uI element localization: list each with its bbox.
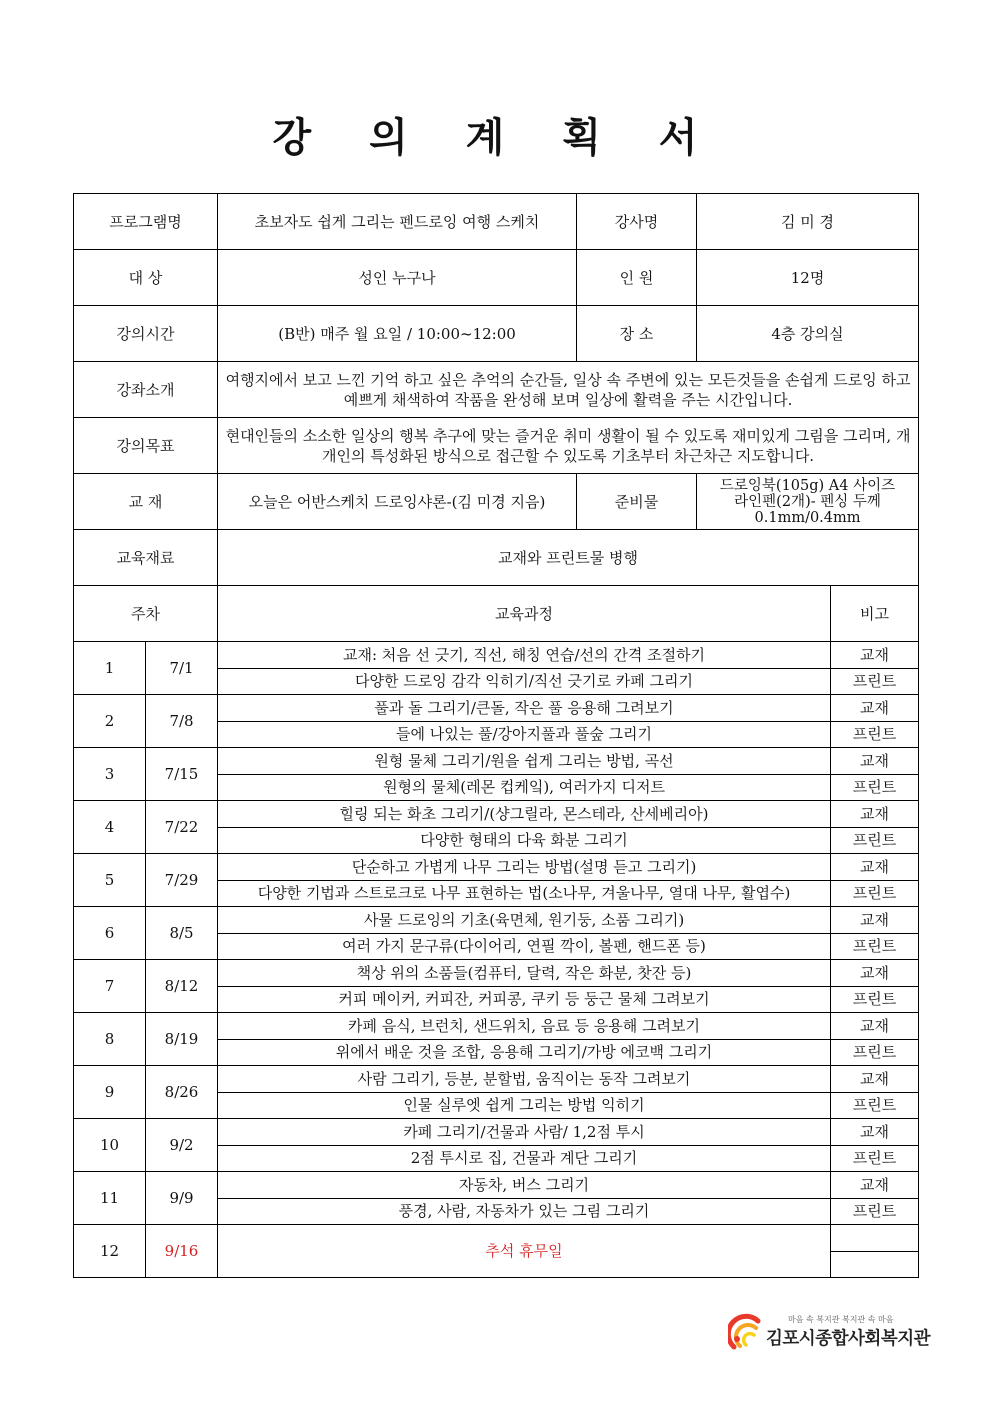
lecture-plan-table [73,193,919,1278]
textbook-label: 교 재 [74,474,218,530]
program-label: 프로그램명 [74,194,218,250]
course-topic: 단순하고 가볍게 나무 그리는 방법(설명 듣고 그리기) [218,854,831,881]
course-note: 교재 [831,854,919,881]
course-topic: 교재: 처음 선 긋기, 직선, 해칭 연습/선의 간격 조절하기 [218,642,831,669]
week-number: 7 [74,960,146,1013]
course-note: 교재 [831,1013,919,1040]
course-topic: 2점 투시로 집, 건물과 계단 그리기 [218,1145,831,1172]
course-note: 교재 [831,1172,919,1199]
materials-row [74,530,919,586]
course-topic: 들에 나있는 풀/강아지풀과 풀숲 그리기 [218,721,831,748]
holiday-note-empty [831,1251,919,1278]
schedule-row [74,1119,919,1146]
goal-value: 현대인들의 소소한 일상의 행복 추구에 맞는 즐거운 취미 생활이 될 수 있도록 재미있게 그림을 그리며, 개개인의 특성화된 방식으로 접근할 수 있도록 기초부터 차근차근 지도합니다. [218,418,919,474]
schedule-row [74,1066,919,1093]
logo-tagline: 마음 속 복지관 복지관 속 마음 [788,1315,894,1324]
course-note: 프린트 [831,1039,919,1066]
week-date: 9/2 [146,1119,218,1172]
course-topic: 원형 물체 그리기/원을 쉽게 그리는 방법, 곡선 [218,748,831,775]
time-value: (B반) 매주 월 요일 / 10:00~12:00 [218,306,577,362]
program-value: 초보자도 쉽게 그리는 펜드로잉 여행 스케치 [218,194,577,250]
week-number: 1 [74,642,146,695]
target-value: 성인 누구나 [218,250,577,306]
target-row [74,250,919,306]
supplies-line-3: 0.1mm/0.4mm [754,509,861,526]
holiday-row [74,1225,919,1252]
schedule-row [74,960,919,987]
course-topic: 카페 그리기/건물과 사람/ 1,2점 투시 [218,1119,831,1146]
logo-name: 김포시종합사회복지관 [766,1329,931,1349]
course-topic: 위에서 배운 것을 조합, 응용해 그리기/가방 에코백 그리기 [218,1039,831,1066]
course-topic: 커피 메이커, 커피잔, 커피콩, 쿠키 등 둥근 물체 그려보기 [218,986,831,1013]
course-note: 교재 [831,748,919,775]
week-date: 7/15 [146,748,218,801]
holiday-note-empty [831,1225,919,1252]
course-topic: 카페 음식, 브런치, 샌드위치, 음료 등 응용해 그려보기 [218,1013,831,1040]
goal-row [74,418,919,474]
instructor-label: 강사명 [577,194,697,250]
course-topic: 사람 그리기, 등분, 분할법, 움직이는 동작 그려보기 [218,1066,831,1093]
course-topic: 풍경, 사람, 자동차가 있는 그림 그리기 [218,1198,831,1225]
week-date: 9/9 [146,1172,218,1225]
course-topic: 사물 드로잉의 기초(육면체, 원기둥, 소품 그리기) [218,907,831,934]
schedule-row [74,748,919,775]
week-number: 2 [74,695,146,748]
logo-mark-icon [728,1313,768,1353]
week-date: 7/29 [146,854,218,907]
week-date: 8/5 [146,907,218,960]
document-title: 강 의 계 획 서 [272,115,720,161]
course-topic: 힐링 되는 화초 그리기/(샹그릴라, 몬스테라, 산세베리아) [218,801,831,828]
materials-value: 교재와 프린트물 병행 [218,530,919,586]
week-date: 8/19 [146,1013,218,1066]
week-number: 9 [74,1066,146,1119]
textbook-value: 오늘은 어반스케치 드로잉샤론-(김 미경 지음) [218,474,577,530]
place-label: 장 소 [577,306,697,362]
course-topic: 다양한 드로잉 감각 익히기/직선 긋기로 카페 그리기 [218,668,831,695]
course-header: 교육과정 [218,586,831,642]
schedule-row [74,1013,919,1040]
week-number: 5 [74,854,146,907]
course-note: 프린트 [831,1198,919,1225]
week-date: 7/1 [146,642,218,695]
schedule-header-row [74,586,919,642]
holiday-date: 9/16 [146,1225,218,1278]
supplies-value [697,474,919,530]
course-note: 교재 [831,695,919,722]
course-note: 프린트 [831,1092,919,1119]
course-note: 프린트 [831,827,919,854]
week-header: 주차 [74,586,218,642]
goal-label: 강의목표 [74,418,218,474]
course-note: 프린트 [831,668,919,695]
course-note: 교재 [831,642,919,669]
course-note: 프린트 [831,1145,919,1172]
course-topic: 풀과 돌 그리기/큰돌, 작은 풀 응용해 그려보기 [218,695,831,722]
course-note: 프린트 [831,880,919,907]
holiday-text: 추석 휴무일 [218,1225,831,1278]
supplies-line-2: 라인펜(2개)- 펜싱 두께 [734,493,881,510]
course-topic: 자동차, 버스 그리기 [218,1172,831,1199]
headcount-label: 인 원 [577,250,697,306]
week-number: 8 [74,1013,146,1066]
welfare-center-logo [728,1311,931,1359]
course-topic: 책상 위의 소품들(컴퓨터, 달력, 작은 화분, 찻잔 등) [218,960,831,987]
schedule-row [74,801,919,828]
schedule-row [74,907,919,934]
time-label: 강의시간 [74,306,218,362]
course-topic: 인물 실루엣 쉽게 그리는 방법 익히기 [218,1092,831,1119]
week-date: 7/22 [146,801,218,854]
schedule-row [74,854,919,881]
supplies-label: 준비물 [577,474,697,530]
week-date: 7/8 [146,695,218,748]
course-topic: 원형의 물체(레몬 컵케잌), 여러가지 디저트 [218,774,831,801]
target-label: 대 상 [74,250,218,306]
week-date: 8/26 [146,1066,218,1119]
week-number: 11 [74,1172,146,1225]
materials-label: 교육재료 [74,530,218,586]
time-row [74,306,919,362]
course-note: 교재 [831,801,919,828]
course-note: 프린트 [831,933,919,960]
schedule-row [74,642,919,669]
course-topic: 다양한 형태의 다육 화분 그리기 [218,827,831,854]
headcount-value: 12명 [697,250,919,306]
course-note: 교재 [831,1066,919,1093]
course-topic: 여러 가지 문구류(다이어리, 연필 깍이, 볼펜, 핸드폰 등) [218,933,831,960]
course-note: 프린트 [831,721,919,748]
schedule-row [74,695,919,722]
week-number: 10 [74,1119,146,1172]
course-note: 교재 [831,960,919,987]
schedule-row [74,1172,919,1199]
intro-row [74,362,919,418]
textbook-row [74,474,919,530]
program-row [74,194,919,250]
week-number: 3 [74,748,146,801]
holiday-week-number: 12 [74,1225,146,1278]
course-note: 프린트 [831,986,919,1013]
intro-label: 강좌소개 [74,362,218,418]
week-number: 4 [74,801,146,854]
course-note: 교재 [831,1119,919,1146]
week-date: 8/12 [146,960,218,1013]
course-topic: 다양한 기법과 스트로크로 나무 표현하는 법(소나무, 겨울나무, 열대 나무, 활엽수) [218,880,831,907]
supplies-line-1: 드로잉북(105g) A4 사이즈 [719,477,896,494]
course-note: 프린트 [831,774,919,801]
place-value: 4층 강의실 [697,306,919,362]
course-note: 교재 [831,907,919,934]
note-header: 비고 [831,586,919,642]
instructor-value: 김 미 경 [697,194,919,250]
week-number: 6 [74,907,146,960]
intro-value: 여행지에서 보고 느낀 기억 하고 싶은 추억의 순간들, 일상 속 주변에 있는 모든것들을 손쉽게 드로잉 하고 예쁘게 채색하여 작품을 완성해 보며 일상에 활력을 주는 시간입니다. [218,362,919,418]
